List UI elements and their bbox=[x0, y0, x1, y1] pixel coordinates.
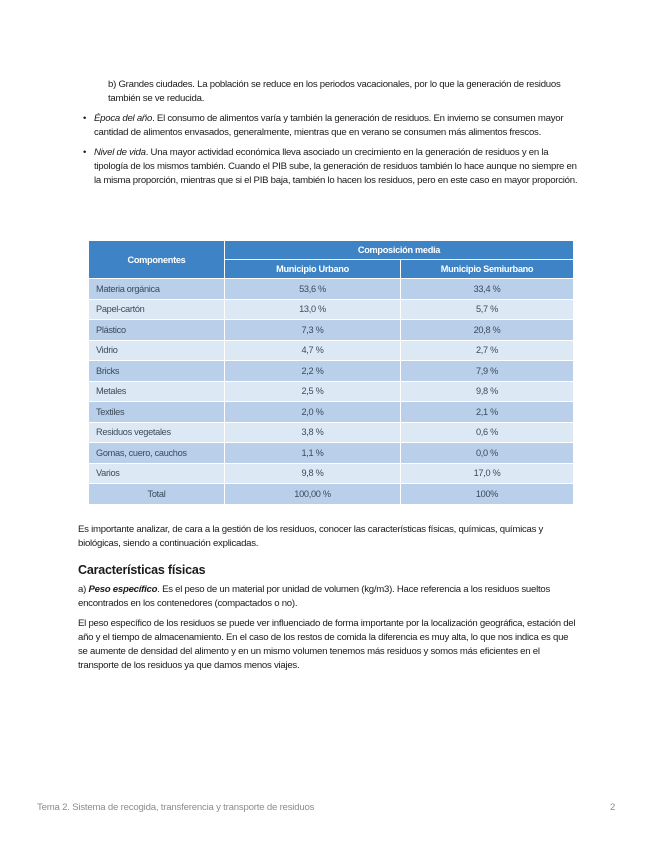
composition-table bbox=[88, 240, 574, 505]
page-number: 2 bbox=[610, 802, 616, 813]
intro-paragraph-b: b) Grandes ciudades. La población se reduce en los periodos vacacionales, por lo que la generación de residuos también se ve reducida. bbox=[108, 79, 561, 104]
peso-detail-paragraph: El peso específico de los residuos se puede ver influenciado de forma importante por la localización geográfica, estación del año y el tiempo de almacenamiento. En el caso de los restos de comida la diferencia es muy alta, lo que nos indica es que se aumente de densidad del alimento y en un mismo volumen tenemos más residuos y somos más eficientes en el transporte de los residuos ya que damos menos viajes. bbox=[78, 618, 576, 671]
item-prefix: a) bbox=[78, 584, 89, 595]
bullet-epoca bbox=[80, 112, 580, 140]
header-composition-group: Composición media bbox=[225, 241, 574, 260]
urban-value: 1,1 % bbox=[225, 443, 401, 464]
component-name: Bricks bbox=[89, 361, 225, 382]
component-name: Varios bbox=[89, 463, 225, 484]
semiurban-value: 2,1 % bbox=[401, 402, 574, 423]
table-row bbox=[89, 340, 574, 361]
bullet-text: . Una mayor actividad económica lleva asociado un crecimiento en la generación de residuos y en la tipología de los mismos también. Cuando el PIB sube, la generación de residuos también lo hace aunque no siempre en la misma proporción, mientras que si el PIB baja, también lo hacen los residuos, pero en este caso en mayor proporción. bbox=[94, 147, 578, 186]
table-row bbox=[89, 320, 574, 341]
table-row bbox=[89, 279, 574, 300]
factors-bullet-list bbox=[80, 112, 580, 194]
semiurban-value: 5,7 % bbox=[401, 299, 574, 320]
table-row bbox=[89, 463, 574, 484]
table-row bbox=[89, 361, 574, 382]
table-row bbox=[89, 422, 574, 443]
total-label: Total bbox=[89, 484, 225, 505]
semiurban-value: 2,7 % bbox=[401, 340, 574, 361]
table-total-row bbox=[89, 484, 574, 505]
bullet-dot-icon: • bbox=[83, 147, 87, 158]
header-components: Componentes bbox=[89, 241, 225, 279]
header-urban: Municipio Urbano bbox=[225, 260, 401, 279]
section-heading: Características físicas bbox=[78, 563, 206, 577]
total-semiurban-value: 100% bbox=[401, 484, 574, 505]
semiurban-value: 17,0 % bbox=[401, 463, 574, 484]
urban-value: 7,3 % bbox=[225, 320, 401, 341]
component-name: Papel-cartón bbox=[89, 299, 225, 320]
semiurban-value: 20,8 % bbox=[401, 320, 574, 341]
component-name: Metales bbox=[89, 381, 225, 402]
bullet-dot-icon: • bbox=[83, 113, 87, 124]
urban-value: 13,0 % bbox=[225, 299, 401, 320]
urban-value: 53,6 % bbox=[225, 279, 401, 300]
urban-value: 2,0 % bbox=[225, 402, 401, 423]
bullet-text: . El consumo de alimentos varía y también la generación de residuos. En invierno se consumen mayor cantidad de alimentos envasados, generalmente, mientras que en verano se consumen más alimentos frescos. bbox=[94, 113, 564, 138]
semiurban-value: 9,8 % bbox=[401, 381, 574, 402]
peso-term: Peso específico bbox=[88, 584, 158, 595]
component-name: Textiles bbox=[89, 402, 225, 423]
urban-value: 9,8 % bbox=[225, 463, 401, 484]
urban-value: 4,7 % bbox=[225, 340, 401, 361]
semiurban-value: 0,0 % bbox=[401, 443, 574, 464]
header-semiurban: Municipio Semiurbano bbox=[401, 260, 574, 279]
total-urban-value: 100,00 % bbox=[225, 484, 401, 505]
urban-value: 2,5 % bbox=[225, 381, 401, 402]
table-row bbox=[89, 443, 574, 464]
component-name: Vidrio bbox=[89, 340, 225, 361]
table-row bbox=[89, 299, 574, 320]
table-row bbox=[89, 402, 574, 423]
urban-value: 2,2 % bbox=[225, 361, 401, 382]
semiurban-value: 7,9 % bbox=[401, 361, 574, 382]
table-row bbox=[89, 381, 574, 402]
bullet-nivel bbox=[80, 146, 580, 188]
component-name: Materia orgánica bbox=[89, 279, 225, 300]
peso-especifico-paragraph bbox=[78, 583, 578, 611]
peso-text: . Es el peso de un material por unidad de volumen (kg/m3). Hace referencia a los residuos sueltos encontrados en los contenedores (compactados o no). bbox=[78, 584, 550, 609]
bullet-term: Época del año bbox=[94, 113, 153, 124]
component-name: Plástico bbox=[89, 320, 225, 341]
urban-value: 3,8 % bbox=[225, 422, 401, 443]
component-name: Gomas, cuero, cauchos bbox=[89, 443, 225, 464]
semiurban-value: 0,6 % bbox=[401, 422, 574, 443]
component-name: Residuos vegetales bbox=[89, 422, 225, 443]
semiurban-value: 33,4 % bbox=[401, 279, 574, 300]
bullet-term: Nivel de vida bbox=[94, 147, 146, 158]
footer-title: Tema 2. Sistema de recogida, transferencia y transporte de residuos bbox=[37, 802, 315, 813]
analysis-paragraph: Es importante analizar, de cara a la gestión de los residuos, conocer las características físicas, químicas, químicas y biológicas, siendo a continuación explicadas. bbox=[78, 524, 544, 549]
